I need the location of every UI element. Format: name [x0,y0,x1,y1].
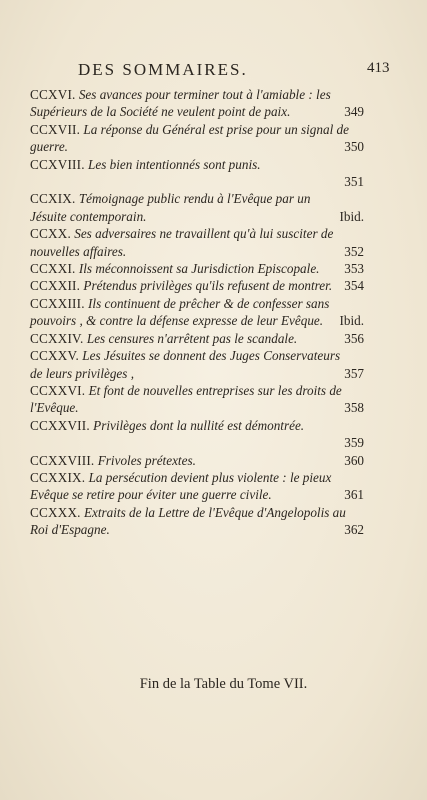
entry-number: CCXXVII. [30,417,90,433]
entry-page: 354 [344,278,364,294]
entry-page: 352 [344,243,364,259]
entry-text: La réponse du Général est prise pour un signal de guerre. [30,121,349,155]
entry-text: Ils continuent de prêcher & de confesser sans pouvoirs , & contre la défense expresse de leur Evêque. [30,295,330,329]
entry-page: 350 [344,139,364,155]
toc-entry [30,347,364,382]
toc-entry [30,86,364,121]
entry-number: CCXVII. [30,121,81,137]
toc-entry [30,330,364,347]
toc-entry [30,469,364,504]
entry-number: CCXXX. [30,504,81,520]
entry-text: Prétendus privilèges qu'ils refusent de montrer. [83,278,333,294]
entry-page: 359 [344,435,364,451]
running-title: DES SOMMAIRES. [78,60,248,79]
entry-page: Ibid. [339,313,364,329]
toc-entry [30,121,364,156]
entry-text: Ses adversaires ne travaillent qu'à lui susciter de nouvelles affaires. [30,226,334,259]
toc-entry [30,417,364,452]
entry-page: 357 [344,365,364,381]
entry-text: Privilèges dont la nullité est démontrée. [93,417,305,433]
entry-number: CCXXIX. [30,469,86,485]
toc-entry [30,260,364,277]
entry-text: Les censures n'arrêtent pas le scandale. [86,330,298,346]
entry-page: 360 [344,452,364,468]
entry-text: Ils méconnoissent sa Jurisdiction Episcopale. [78,261,320,277]
entry-page: 351 [344,174,364,190]
entry-text: Les Jésuites se donnent des Juges Conservateurs de leurs privilèges , [30,348,341,381]
entry-text: Et font de nouvelles entreprises sur les droits de l'Evêque. [30,382,342,416]
table-of-contents [30,86,364,539]
entry-text: Témoignage public rendu à l'Evêque par un Jésuite contemporain. [30,191,311,224]
entry-page: 356 [344,330,364,346]
toc-entry [30,225,364,260]
toc-entry [30,504,364,539]
entry-number: CCXXVIII. [30,452,95,468]
toc-entry [30,452,364,469]
entry-page: 362 [344,522,364,538]
end-of-table-note: Fin de la Table du Tome VII. [139,676,308,692]
toc-entry [30,156,364,191]
entry-number: CCXXV. [30,348,79,364]
entry-page: 361 [344,487,364,503]
toc-entry [30,295,364,330]
entry-number: CCXXVI. [30,382,86,398]
entry-page: 353 [344,261,364,277]
entry-text: Les bien intentionnés sont punis. [88,156,261,172]
entry-text: Ses avances pour terminer tout à l'amiable : les Supérieurs de la Société ne veulent point de paix. [30,87,331,120]
toc-entry [30,382,364,417]
entry-text: La persécution devient plus violente : le pieux Evêque se retire pour éviter une guerre civile. [30,469,332,503]
entry-page: 349 [344,104,364,120]
entry-text: Extraits de la Lettre de l'Evêque d'Angelopolis au Roi d'Espagne. [30,504,346,538]
page-header [0,60,427,86]
entry-number: CCXVI. [30,87,76,102]
entry-number: CCXXII. [30,278,81,294]
entry-text: Frivoles prétextes. [97,452,196,468]
page-number: 413 [367,60,390,76]
entry-page: Ibid. [339,208,364,224]
entry-number: CCXXIV. [30,330,84,346]
entry-page: 358 [344,400,364,416]
entry-number: CCXVIII. [30,156,85,172]
entry-number: CCXXIII. [30,295,85,311]
entry-number: CCXIX. [30,191,76,207]
entry-number: CCXX. [30,226,71,242]
toc-entry [30,190,364,225]
toc-entry [30,277,364,294]
entry-number: CCXXI. [30,261,76,277]
